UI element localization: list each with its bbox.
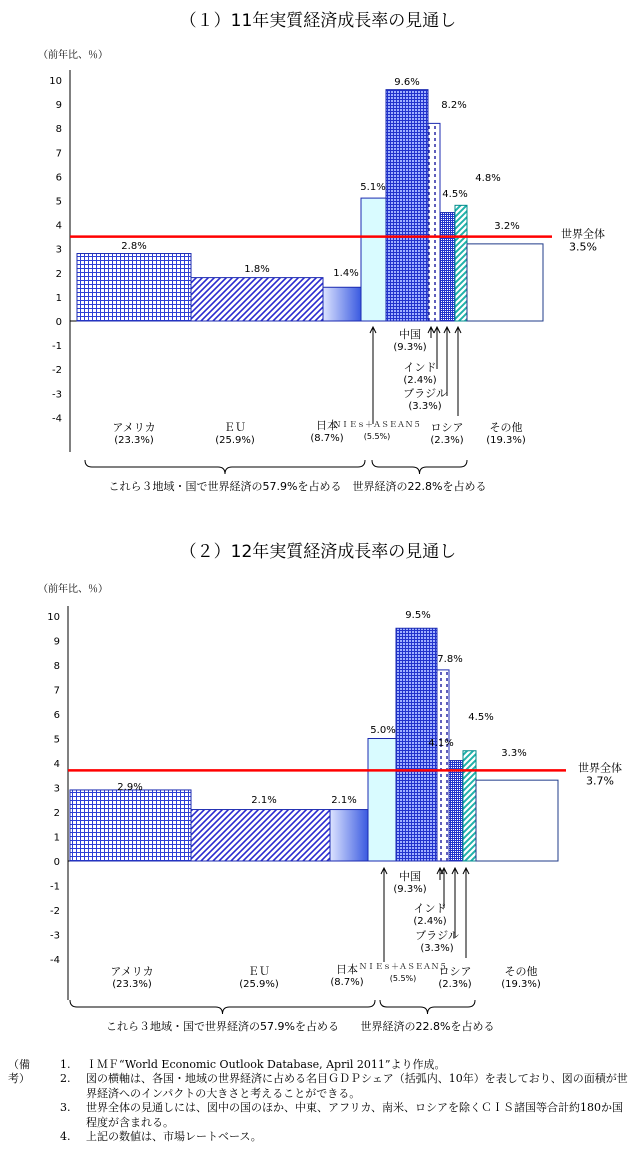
share-label: (2.3%) bbox=[430, 435, 464, 446]
y-tick-label: -2 bbox=[50, 906, 60, 917]
value-label: 8.2% bbox=[441, 100, 467, 111]
bar-8 bbox=[463, 751, 476, 861]
value-label: 2.1% bbox=[251, 795, 277, 806]
category-label: ＥＵ bbox=[224, 421, 246, 434]
y-tick-label: 5 bbox=[53, 734, 60, 746]
note-item bbox=[60, 1130, 630, 1144]
share-label: (2.4%) bbox=[413, 916, 447, 927]
y-tick-label: 2 bbox=[55, 268, 62, 280]
value-label: 2.1% bbox=[331, 795, 357, 806]
value-label: 1.8% bbox=[244, 264, 270, 275]
category-label: ＥＵ bbox=[248, 965, 270, 978]
category-label: 日本 bbox=[316, 419, 338, 432]
note-number: 2. bbox=[60, 1072, 71, 1086]
notes-header: （備考） bbox=[8, 1058, 30, 1086]
world-label: 世界全体 bbox=[578, 761, 622, 775]
share-label: (8.7%) bbox=[310, 433, 344, 444]
y-tick-label: -2 bbox=[52, 365, 62, 377]
y-tick-label: 10 bbox=[47, 612, 60, 623]
share-label: (25.9%) bbox=[215, 435, 255, 446]
share-label: (23.3%) bbox=[112, 979, 152, 990]
note-item bbox=[60, 1101, 630, 1130]
category-label: ロシア bbox=[430, 421, 464, 434]
note-number: 4. bbox=[60, 1130, 71, 1144]
note-number: 3. bbox=[60, 1101, 71, 1115]
y-tick-label: 8 bbox=[55, 124, 62, 136]
y-tick-label: 3 bbox=[55, 244, 62, 256]
y-tick-label: -4 bbox=[52, 413, 62, 425]
y-tick-label: 3 bbox=[53, 783, 60, 795]
bar-4 bbox=[368, 739, 396, 862]
value-label: 4.5% bbox=[442, 189, 468, 200]
chart2-title: （２）12年実質経済成長率の見通し bbox=[179, 542, 457, 562]
category-label: アメリカ bbox=[110, 965, 154, 978]
bar-9 bbox=[476, 780, 558, 861]
category-label: 日本 bbox=[336, 963, 358, 976]
value-label: 4.5% bbox=[468, 712, 494, 723]
y-tick-label: 4 bbox=[53, 759, 60, 770]
brace-right-caption: 世界経済の22.8%を占める bbox=[360, 1020, 495, 1033]
value-label: 9.6% bbox=[394, 77, 420, 88]
share-label: (2.3%) bbox=[438, 979, 472, 990]
y-tick-label: -1 bbox=[52, 341, 62, 353]
y-tick-label: 6 bbox=[55, 172, 62, 184]
y-tick-label: 4 bbox=[55, 220, 62, 232]
category-label: ブラジル bbox=[403, 387, 447, 400]
category-label: アメリカ bbox=[112, 421, 156, 434]
share-label: (9.3%) bbox=[393, 884, 427, 895]
brace-right-caption: 世界経済の22.8%を占める bbox=[352, 480, 487, 493]
share-label: (5.5%) bbox=[363, 432, 391, 441]
note-item bbox=[60, 1058, 630, 1072]
world-value-label: 3.7% bbox=[586, 774, 614, 788]
bar-6 bbox=[437, 670, 449, 861]
value-label: 4.1% bbox=[428, 738, 454, 749]
share-label: (3.3%) bbox=[420, 943, 454, 954]
value-label: 4.8% bbox=[475, 173, 501, 184]
value-label: 7.8% bbox=[437, 654, 463, 665]
y-tick-label: 7 bbox=[55, 148, 62, 160]
category-label: インド bbox=[413, 902, 447, 915]
y-tick-label: 9 bbox=[53, 636, 60, 648]
category-label: 中国 bbox=[399, 328, 421, 341]
value-label: 9.5% bbox=[405, 610, 431, 621]
y-tick-label: -4 bbox=[50, 955, 60, 966]
bar-3 bbox=[330, 810, 368, 861]
world-label: 世界全体 bbox=[561, 227, 605, 241]
brace-left bbox=[70, 1000, 375, 1014]
value-label: 2.8% bbox=[121, 241, 147, 252]
world-value-label: 3.5% bbox=[569, 240, 597, 254]
notes-list bbox=[60, 1058, 630, 1144]
chart2-unit-label: （前年比、％） bbox=[38, 584, 108, 595]
chart1-title: （１）11年実質経済成長率の見通し bbox=[179, 11, 457, 31]
note-text: ＩＭＦ“World Economic Outlook Database, April 2011”より作成。 bbox=[86, 1058, 446, 1071]
category-label: ＮＩＥｓ＋ＡＳＥＡＮ５ bbox=[333, 420, 421, 429]
share-label: (3.3%) bbox=[408, 401, 442, 412]
y-tick-label: 7 bbox=[53, 685, 60, 697]
category-label: 中国 bbox=[399, 870, 421, 883]
chart1-unit-label: （前年比、％） bbox=[38, 50, 108, 61]
y-tick-label: -1 bbox=[50, 881, 60, 893]
category-label: ロシア bbox=[438, 965, 472, 978]
category-label: ＮＩＥｓ＋ＡＳＥＡＮ５ bbox=[359, 962, 447, 971]
share-label: (9.3%) bbox=[393, 342, 427, 353]
y-tick-label: -3 bbox=[50, 930, 60, 942]
brace-left-caption: これら３地域・国で世界経済の57.9%を占める bbox=[106, 1020, 339, 1033]
brace-left-caption: これら３地域・国で世界経済の57.9%を占める bbox=[108, 480, 342, 493]
note-text: 世界全体の見通しには、図中の国のほか、中東、アフリカ、南米、ロシアを除くＣＩＳ諸国等合計約180か国程度が含まれる。 bbox=[86, 1101, 624, 1129]
y-tick-label: 5 bbox=[55, 196, 62, 208]
category-label: インド bbox=[403, 361, 437, 374]
value-label: 5.1% bbox=[360, 182, 386, 193]
note-number: 1. bbox=[60, 1058, 71, 1071]
y-tick-label: 0 bbox=[55, 317, 62, 328]
share-label: (23.3%) bbox=[114, 435, 154, 446]
note-text: 上記の数値は、市場レートベース。 bbox=[86, 1130, 262, 1144]
share-label: (19.3%) bbox=[501, 979, 541, 990]
y-tick-label: 1 bbox=[53, 832, 60, 844]
y-tick-label: -3 bbox=[52, 389, 62, 401]
category-label: その他 bbox=[489, 421, 523, 434]
bar-7 bbox=[449, 761, 463, 861]
y-tick-label: 6 bbox=[53, 710, 60, 721]
share-label: (25.9%) bbox=[239, 979, 279, 990]
value-label: 3.2% bbox=[494, 221, 520, 232]
note-text: 図の横軸は、各国・地域の世界経済に占める名目ＧＤＰシェア（括弧内、10年）を表しており、図の面積が世界経済へのインパクトの大きさと考えることができる。 bbox=[86, 1072, 628, 1100]
bar-2 bbox=[191, 810, 330, 861]
value-label: 2.9% bbox=[117, 782, 143, 793]
share-label: (19.3%) bbox=[486, 435, 526, 446]
y-tick-label: 10 bbox=[49, 76, 62, 87]
value-label: 5.0% bbox=[370, 725, 396, 736]
y-tick-label: 9 bbox=[55, 100, 62, 112]
brace-right bbox=[380, 1000, 475, 1014]
value-label: 3.3% bbox=[501, 748, 527, 759]
bar-1 bbox=[70, 790, 191, 861]
share-label: (5.5%) bbox=[389, 974, 417, 983]
y-tick-label: 2 bbox=[53, 808, 60, 819]
value-label: 1.4% bbox=[333, 268, 359, 279]
share-label: (8.7%) bbox=[330, 977, 364, 988]
y-tick-label: 0 bbox=[53, 857, 60, 868]
note-item bbox=[60, 1072, 630, 1101]
category-label: その他 bbox=[504, 965, 538, 978]
y-tick-label: 8 bbox=[53, 661, 60, 672]
share-label: (2.4%) bbox=[403, 375, 437, 386]
y-tick-label: 1 bbox=[55, 292, 62, 304]
category-label: ブラジル bbox=[415, 929, 459, 942]
